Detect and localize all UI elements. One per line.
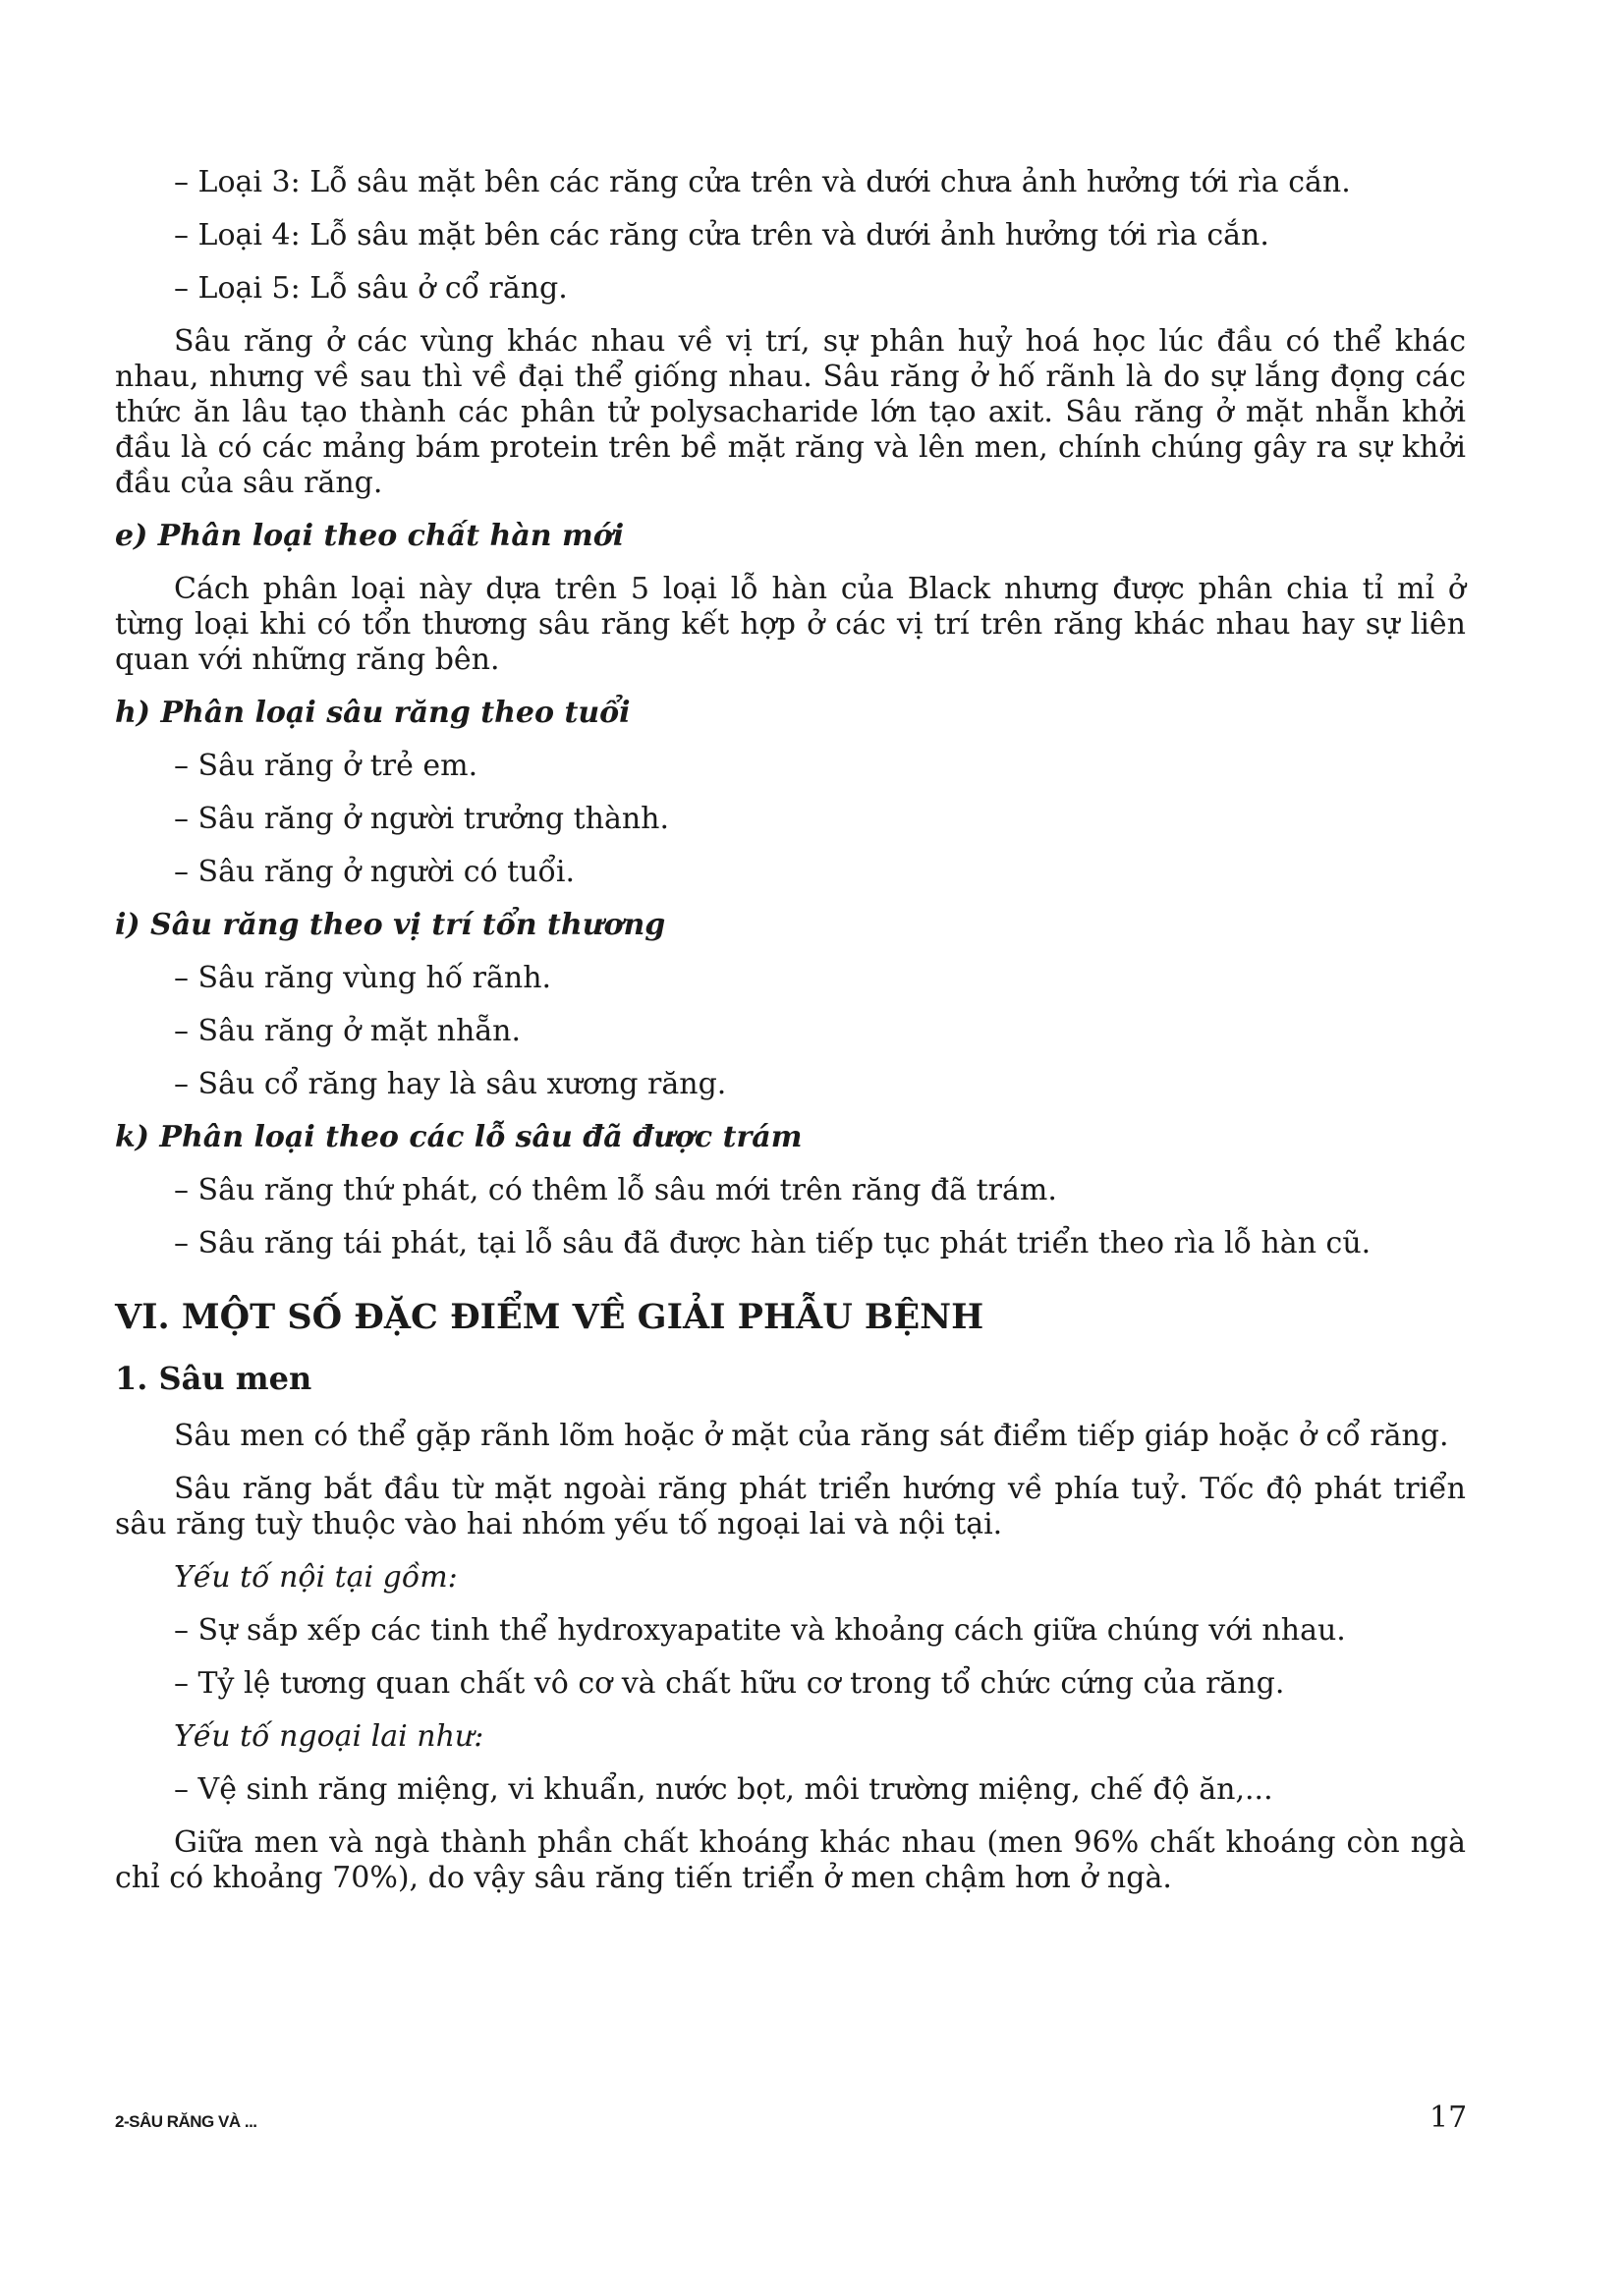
page-number: 17: [1429, 2100, 1468, 2135]
list-item-co-tuoi: – Sâu răng ở người có tuổi.: [174, 855, 576, 889]
label-yeu-to-noi-tai: Yếu tố nội tại gồm:: [174, 1560, 458, 1595]
heading-section-vi: VI. MỘT SỐ ĐẶC ĐIỂM VỀ GIẢI PHẪU BỆNH: [115, 1297, 984, 1337]
list-item-loai-4: – Loại 4: Lỗ sâu mặt bên các răng cửa trên và dưới ảnh hưởng tới rìa cắn.: [174, 218, 1269, 252]
list-item-loai-3: – Loại 3: Lỗ sâu mặt bên các răng cửa trên và dưới chưa ảnh hưởng tới rìa cắn.: [174, 165, 1351, 199]
list-item-ty-le: – Tỷ lệ tương quan chất vô cơ và chất hữu cơ trong tổ chức cứng của răng.: [174, 1666, 1285, 1701]
heading-section-e: e) Phân loại theo chất hàn mới: [115, 519, 625, 553]
heading-sau-men: 1. Sâu men: [115, 1360, 312, 1397]
page-content: [115, 165, 1466, 1914]
list-item-ho-ranh: – Sâu răng vùng hố rãnh.: [174, 961, 552, 995]
paragraph-sau-men-1: Sâu men có thể gặp rãnh lõm hoặc ở mặt của răng sát điểm tiếp giáp hoặc ở cổ răng.: [174, 1419, 1449, 1453]
footer-running-title: 2-SÂU RĂNG VÀ ...: [115, 2112, 257, 2131]
list-item-ve-sinh: – Vệ sinh răng miệng, vi khuẩn, nước bọt, môi trường miệng, chế độ ăn,...: [174, 1772, 1273, 1807]
label-yeu-to-ngoai-lai: Yếu tố ngoại lai như:: [174, 1719, 484, 1754]
paragraph-sau-rang-vung: Sâu răng ở các vùng khác nhau về vị trí, sự phân huỷ hoá học lúc đầu có thể khác nhau, nhưng về sau thì về đại thể giống nhau. Sâu răng ở hố rãnh là do sự lắng đọng các thức ăn lâu tạo thành các phân tử polysacharide lớn tạo axit. Sâu răng ở mặt nhẵn khởi đầu là có các mảng bám protein trên bề mặt răng và lên men, chính chúng gây ra sự khởi đầu của sâu răng.: [115, 324, 1466, 500]
heading-section-i: i) Sâu răng theo vị trí tổn thương: [115, 908, 666, 942]
paragraph-section-e: Cách phân loại này dựa trên 5 loại lỗ hàn của Black nhưng được phân chia tỉ mỉ ở từng loại khi có tổn thương sâu răng kết hợp ở các vị trí trên răng khác nhau hay sự liên quan với những răng bên.: [115, 572, 1466, 677]
list-item-tinh-the: – Sự sắp xếp các tinh thể hydroxyapatite và khoảng cách giữa chúng với nhau.: [174, 1613, 1346, 1648]
list-item-mat-nhan: – Sâu răng ở mặt nhẵn.: [174, 1014, 522, 1048]
list-item-thu-phat: – Sâu răng thứ phát, có thêm lỗ sâu mới trên răng đã trám.: [174, 1173, 1057, 1207]
list-item-co-rang: – Sâu cổ răng hay là sâu xương răng.: [174, 1067, 727, 1101]
list-item-truong-thanh: – Sâu răng ở người trưởng thành.: [174, 802, 670, 836]
heading-section-h: h) Phân loại sâu răng theo tuổi: [115, 696, 631, 730]
heading-section-k: k) Phân loại theo các lỗ sâu đã được trám: [115, 1120, 803, 1154]
list-item-tai-phat: – Sâu răng tái phát, tại lỗ sâu đã được hàn tiếp tục phát triển theo rìa lỗ hàn cũ.: [174, 1226, 1372, 1260]
paragraph-sau-men-2: Sâu răng bắt đầu từ mặt ngoài răng phát triển hướng về phía tuỷ. Tốc độ phát triển sâu răng tuỳ thuộc vào hai nhóm yếu tố ngoại lai và nội tại.: [115, 1472, 1466, 1541]
paragraph-men-nga: Giữa men và ngà thành phần chất khoáng khác nhau (men 96% chất khoáng còn ngà chỉ có khoảng 70%), do vậy sâu răng tiến triển ở men chậm hơn ở ngà.: [115, 1825, 1466, 1895]
list-item-tre-em: – Sâu răng ở trẻ em.: [174, 749, 478, 783]
list-item-loai-5: – Loại 5: Lỗ sâu ở cổ răng.: [174, 271, 568, 306]
